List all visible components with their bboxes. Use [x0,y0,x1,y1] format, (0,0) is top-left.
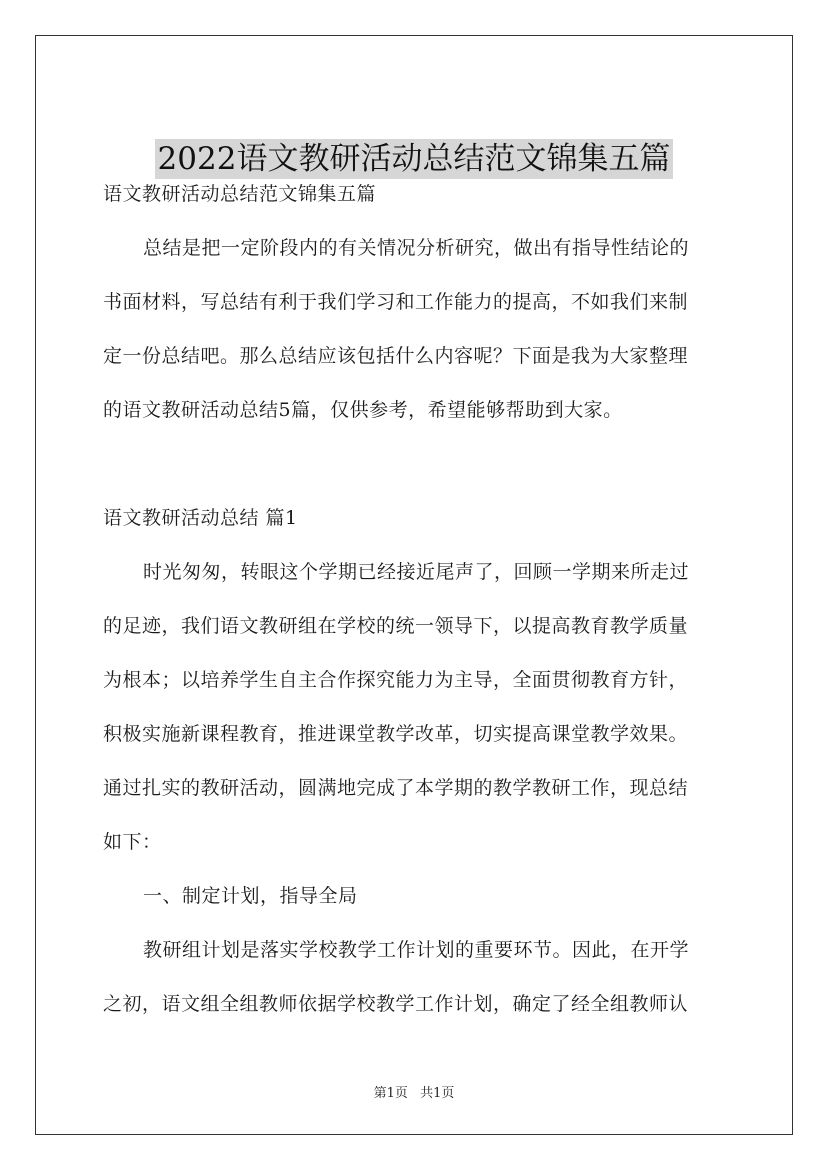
section-line-5: 通过扎实的教研活动，圆满地完成了本学期的教学教研工作，现总结 [103,777,689,799]
page-number-total: 共1页 [420,1086,455,1101]
page-number-current: 第1页 [373,1086,408,1101]
section-line-6: 如下： [103,831,162,853]
section-line-2: 的足迹，我们语文教研组在学校的统一领导下，以提高教育教学质量 [103,615,689,637]
document-title: 2022语文教研活动总结范文锦集五篇 [155,139,674,179]
section-line-1: 时光匆匆，转眼这个学期已经接近尾声了，回顾一学期来所走过 [143,561,690,583]
document-subtitle: 语文教研活动总结范文锦集五篇 [103,183,377,205]
document-page [35,35,793,1135]
section-heading: 语文教研活动总结 篇1 [103,507,298,529]
intro-line-1: 总结是把一定阶段内的有关情况分析研究，做出有指导性结论的 [143,237,690,259]
page-footer [36,1082,792,1101]
sub-line-2: 之初，语文组全组教师依据学校教学工作计划，确定了经全组教师认 [103,993,689,1015]
intro-line-3: 定一份总结吧。那么总结应该包括什么内容呢？下面是我为大家整理 [103,345,689,367]
intro-line-2: 书面材料，写总结有利于我们学习和工作能力的提高，不如我们来制 [103,291,689,313]
title-wrap [36,139,792,179]
section-line-4: 积极实施新课程教育，推进课堂教学改革，切实提高课堂教学效果。 [103,723,689,745]
section-line-3: 为根本；以培养学生自主合作探究能力为主导，全面贯彻教育方针， [103,669,689,691]
intro-line-4: 的语文教研活动总结5篇，仅供参考，希望能够帮助到大家。 [103,399,623,421]
sub-line-1: 教研组计划是落实学校教学工作计划的重要环节。因此，在开学 [143,939,690,961]
sub-heading: 一、制定计划，指导全局 [143,885,358,907]
